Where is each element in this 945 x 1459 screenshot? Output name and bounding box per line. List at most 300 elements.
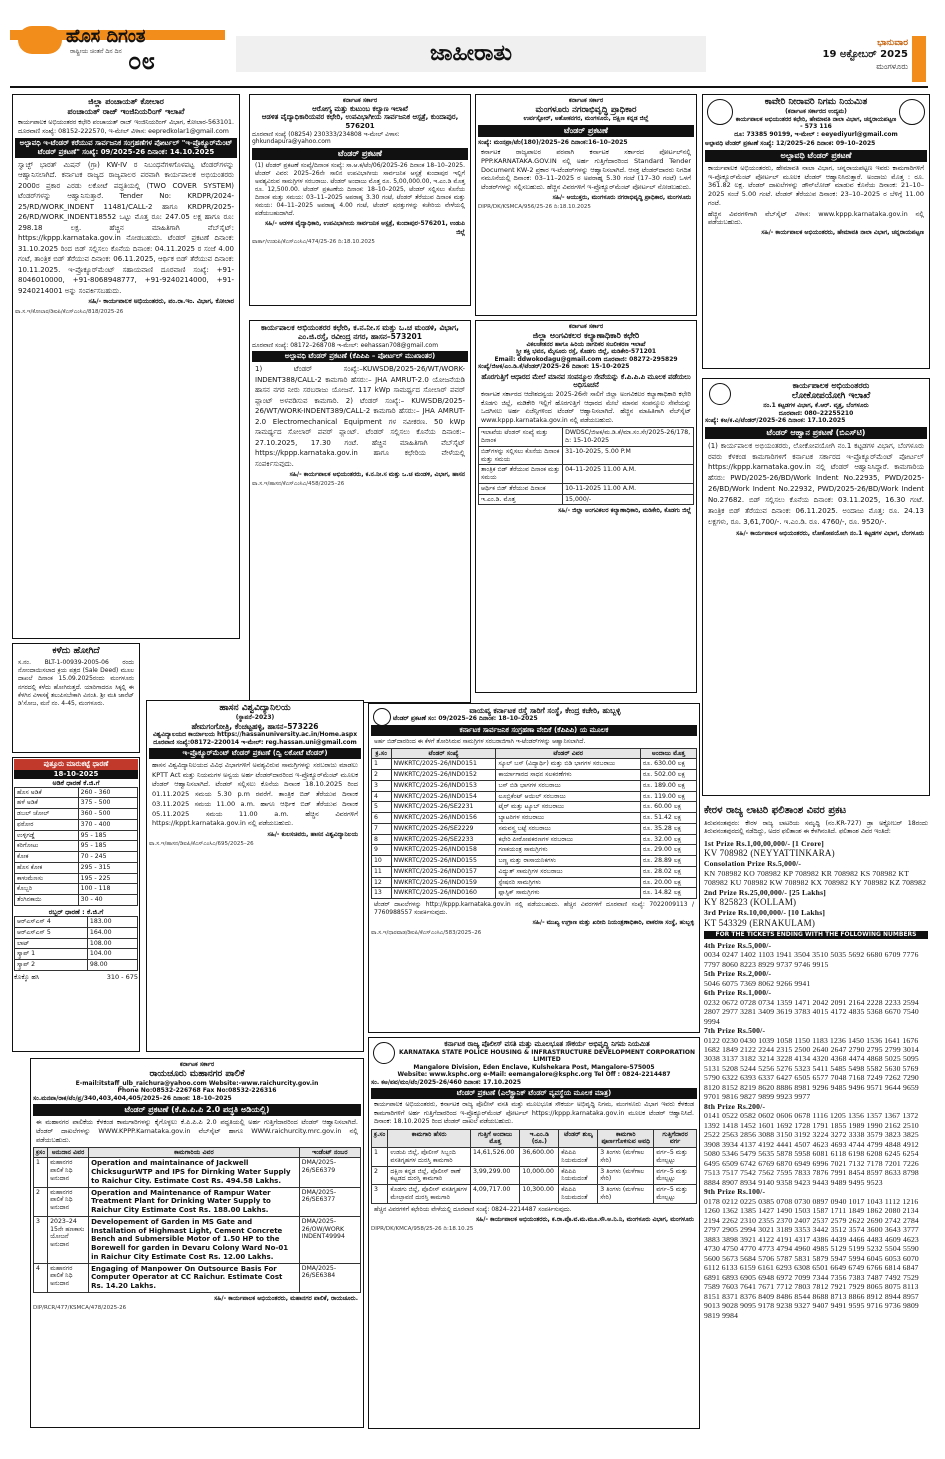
city-label: ಮಂಗಳೂರು	[876, 61, 908, 71]
lottery-cons-title: Consolation Prize Rs.5,000/-	[704, 859, 802, 869]
rates-sub: ಅಡಿಕೆ ಧಾರಣೆ ಕೆ.ಜಿ.ಗೆ	[52, 778, 100, 787]
police-cell-class: ವರ್ಗ–5 ಮತ್ತು ಮೇಲ್ಪಟ್ಟು	[654, 1148, 697, 1167]
nwkrtc-note: ಟೆಂಡರ್ ದಾಖಲೆಗಳನ್ನು http://kppp.karnataka.gov.in ನಲ್ಲಿ ಪಡೆಯಬಹುದು. ಹೆಚ್ಚಿನ ವಿವರಗಳಿಗೆ ದೂರವಾಣಿ ಸಂಖ್ಯೆ: 7022009113 / 7760988557 ಸಂಪರ್ಕಿಸುವುದು.	[374, 901, 694, 917]
police-cell-amt: 14,61,526.00	[470, 1148, 519, 1167]
pwd-office: ಕಾರ್ಯಪಾಲಕ ಅಭಿಯಂತರರು	[792, 381, 870, 390]
kundapura-govt: ಕರ್ನಾಟಕ ಸರ್ಕಾರ	[342, 97, 378, 104]
ad-kodagu-disability	[475, 320, 697, 693]
rate-row	[15, 873, 138, 884]
kodagu-row	[479, 494, 694, 505]
rubber-value: 108.00	[87, 938, 137, 949]
nwkrtc-cell-sl: 9	[372, 845, 392, 856]
kolar-signoff: ಸಹಿ/- ಕಾರ್ಯಪಾಲಕ ಅಭಿಯಂತರರು, ಪಂ.ರಾ.ಇಂ. ವಿಭಾಗ, ಕೋಲಾರ	[88, 298, 234, 305]
rate-row	[15, 862, 138, 873]
rate-item: ಕರಿಗೋಟು	[15, 841, 79, 852]
nwkrtc-cell-amt: ರೂ. 51.42 ಲಕ್ಷ	[640, 813, 696, 824]
rate-row	[15, 895, 138, 906]
nwkrtc-cell-no: NWKRTC/2025-26/IND0153	[391, 780, 496, 791]
rubber-item: ಲಾಟ್	[15, 938, 88, 949]
pwd-no: ಸಂಖ್ಯೆ: ಕಅ/ಕ.ವಿ/ಟೆಂಡರ್/2025-26 ದಿನಾಂಕ: 17.10.2025	[705, 417, 846, 425]
nwkrtc-row	[372, 866, 697, 877]
kolar-ref: ವಾ.ಸ.ಇ/ಕೋಲಾರ/ಡಿಐಪಿ/ಕೆಎಸ್‌ಎಂಸಿಎ/818/2025-26	[15, 308, 124, 315]
nwkrtc-cell-desc: ಟೈರ್ ಮತ್ತು ಟ್ಯೂಬ್ ಸರಬರಾಜು	[496, 802, 641, 813]
ad-kolar-tender	[12, 94, 240, 639]
univ-addr: ಹೇಮಗಂಗೋತ್ರಿ, ಕೆಂಚಟ್ಟಹಳ್ಳಿ, ಹಾಸನ–573226	[191, 721, 319, 731]
police-cell-work: ದಕ್ಷಿಣ ಕನ್ನಡ ಜಿಲ್ಲೆ, ಪೊಲೀಸ್ ಠಾಣೆ ಕಟ್ಟಡದ ದುರಸ್ತಿ ಕಾಮಗಾರಿ	[388, 1166, 471, 1185]
police-ref: DIPR/DK/KMCA/958/25-26 ದಿ:18.10.25	[371, 1225, 474, 1232]
univ-title: ಇ-ಪ್ರೊಕ್ಯೂರ್‌ಮೆಂಟ್ ಟೆಂಡರ್ ಪ್ರಕಟಣೆ (ದ್ವಿ ಲಕೋಟೆ ಟೆಂಡರ್)	[149, 748, 361, 759]
raichur-cell-indent: DMA/2025-26/SE6379	[299, 1158, 360, 1187]
lottery-sixth-nums: 0232 0672 0728 0734 1359 1471 2042 2091 2164 2228 2233 2594 2807 2977 3281 3409 3619 3783 4015 4172 4835 5368 6670 7540 9994	[704, 997, 919, 1026]
nwkrtc-cell-amt: ರೂ. 60.00 ಲಕ್ಷ	[640, 802, 696, 813]
nwkrtc-cell-desc: ಬಸ್ ಬಿಡಿ ಭಾಗಗಳ ಸರಬರಾಜು	[496, 780, 641, 791]
kodagu-value: 15,000/-	[563, 494, 694, 505]
rate-item: ಹೊಸ ಅಡಿಕೆ	[15, 787, 79, 798]
kodagu-label: ತಾಂತ್ರಿಕ ಬಿಡ್ ತೆರೆಯುವ ದಿನಾಂಕ ಮತ್ತು ಸಮಯ	[479, 465, 563, 484]
nwkrtc-cell-desc: ವಿದ್ಯುತ್ ಸಾಮಗ್ರಿಗಳ ಸರಬರಾಜು	[496, 866, 641, 877]
kaveri-sub: (ಕರ್ನಾಟಕ ಸರ್ಕಾರದ ಉದ್ಯಮ)	[785, 108, 847, 116]
raichur-signoff: ಸಹಿ/- ಕಾರ್ಯಪಾಲಕ ಅಭಿಯಂತರರು, ಮಹಾನಗರ ಪಾಲಿಕೆ, ರಾಯಚೂರು.	[214, 1294, 358, 1302]
rubber-item: ಸ್ಕ್ರಾಪ್ 2	[15, 960, 88, 971]
raichur-header: ಇಂಡೆಂಟ್ ನಂಬರ	[299, 1147, 360, 1158]
raichur-cell-sl: 4	[34, 1263, 48, 1292]
rate-item: ಕಾಳುಮೆಣಸು	[15, 873, 79, 884]
nwkrtc-cell-no: NWKRTC/2025-26/SE2233	[391, 834, 496, 845]
rate-row	[15, 884, 138, 895]
police-cell-emd: 10,000.00	[520, 1166, 559, 1185]
rubber-item: ಸ್ಕ್ರಾಪ್ 1	[15, 949, 88, 960]
brand-name: ಹೊಸ ದಿಗಂತ	[66, 26, 146, 47]
nwkrtc-cell-desc: ಕಛೇರಿ ಪೀಠೋಪಕರಣಗಳ ಸರಬರಾಜು	[496, 834, 641, 845]
lottery-ninth: 9th Prize Rs.100/-	[704, 1187, 766, 1197]
nwkrtc-cell-no: NWKRTC/2025-26/SE2231	[391, 802, 496, 813]
kundapura-signoff: ಸಹಿ/- ಆಡಳಿತ ವೈದ್ಯಾಧಿಕಾರಿ, ಉಪವಿಭಾಗೀಯ ಸಾರ್ವಜನಿಕ ಆಸ್ಪತ್ರೆ, ಕುಂದಾಪುರ-576201, ಉಡುಪಿ ಜಿಲ್ಲೆ	[265, 220, 465, 236]
ad-nwkrtc-hubballi	[368, 703, 700, 1033]
rate-row	[15, 798, 138, 809]
lottery-band: FOR THE TICKETS ENDING WITH THE FOLLOWING NUMBERS	[704, 931, 928, 939]
rate-value: 95 - 185	[78, 841, 137, 852]
date-label: 19 ಅಕ್ಟೋಬರ್ 2025	[822, 49, 908, 61]
lottery-intro: ತಿರುವನಂತಪುರಂ: ಕೇರಳ ರಾಜ್ಯ ಲಾಟರಿಯ ಸಮೃದ್ಧಿ (ನಂ.KR-727) ಡ್ರಾ ಅಕ್ಟೋಬರ್ 18ರಂದು ತಿರುವನಂತಪುರದಲ್ಲಿ ನಡೆದಿದ್ದು, ಅದರ ಫಲಿತಾಂಶ ಈ ಕೆಳಗಿನಂತಿದೆ. ಫಲಿತಾಂಶ ವಿವರ ಇಂತಿದೆ:	[704, 819, 928, 835]
rubber-item: ಆರ್‌ಎಸ್‌ಎಸ್ 4	[15, 917, 88, 928]
nwkrtc-ref: ವಾ.ಸ.ಇ/ಧಾರವಾಡ/ಡಿಐಪಿ/ಕೆಎಸ್‌ಎಂಸಿಎ/583/2025–26	[371, 929, 482, 936]
kodagu-table	[478, 427, 694, 505]
nwkrtc-sub: ಕರ್ನಾಟಕ ಸಾರ್ವಜನಿಕ ಸಂಗ್ರಹಣಾ ವೇದಿಕೆ (ಕೆಪಿಪಿಪಿ) ಯ ಮೂಲಕ	[371, 725, 697, 736]
ad-kaveri-irrigation	[702, 94, 930, 369]
nwkrtc-row	[372, 856, 697, 867]
raichur-row	[34, 1216, 361, 1263]
nwkrtc-cell-desc: ಬ್ಯಾಟರಿಗಳ ಸರಬರಾಜು	[496, 813, 641, 824]
masthead	[0, 0, 945, 92]
kodagu-value: 04-11-2025 11.00 A.M.	[563, 465, 694, 484]
univ-signoff: ಸಹಿ/- ಕುಲಸಚಿವರು, ಹಾಸನ ವಿಶ್ವವಿದ್ಯಾನಿಲಯ	[267, 831, 358, 839]
nwkrtc-name: ವಾಯವ್ಯ ಕರ್ನಾಟಕ ರಸ್ತೆ ಸಾರಿಗೆ ಸಂಸ್ಥೆ, ಕೇಂದ್ರ ಕಚೇರಿ, ಹುಬ್ಬಳ್ಳಿ	[469, 706, 621, 715]
rate-value: 195 - 225	[78, 873, 137, 884]
police-cell-period: 3 ತಿಂಗಳು (ಮಳೆಗಾಲ ಸೇರಿ)	[598, 1166, 654, 1185]
police-cell-class: ವರ್ಗ–5 ಮತ್ತು ಮೇಲ್ಪಟ್ಟು	[654, 1185, 697, 1204]
kaveri-logo-icon	[707, 99, 733, 125]
nwkrtc-signoff: ಸಹಿ/- ಮುಖ್ಯ ಉಗ್ರಾಣ ಮತ್ತು ಖರೀದಿ ನಿಯಂತ್ರಣಾಧಿಕಾರಿ, ವಾಕರಸಾ ಸಂಸ್ಥೆ, ಹುಬ್ಬಳ್ಳಿ	[532, 919, 694, 927]
muda-ref: DIPR/DK/KSMCA/956/25-26 ದಿ:18.10.2025	[478, 204, 591, 211]
univ-body: ಹಾಸನ ವಿಶ್ವವಿದ್ಯಾನಿಲಯದ ವಿವಿಧ ವಿಭಾಗಗಳಿಗೆ ಅವಶ್ಯವಿರುವ ಸಾಮಗ್ರಿಗಳನ್ನು ಸರಬರಾಜು ಮಾಡಲು KPTT Act ಮತ್ತು ನಿಯಮಗಳ ಅನ್ವಯ ಅರ್ಹ ಟೆಂಡರ್‌ದಾರರಿಂದ ಇ-ಪ್ರೊಕ್ಯೂರ್‌ಮೆಂಟ್ ಮೂಲಕ ಟೆಂಡರ್ ಆಹ್ವಾನಿಸಲಾಗಿದೆ. ಟೆಂಡರ್ ಸಲ್ಲಿಸಲು ಕೊನೆಯ ದಿನಾಂಕ 18.10.2025 ರಿಂದ 01.11.2025 ಸಮಯ 5.30 p.m ರವರೆಗೆ. ತಾಂತ್ರಿಕ ಬಿಡ್ ತೆರೆಯುವ ದಿನಾಂಕ 03.11.2025 ಸಮಯ 11.00 a.m. ಹಾಗೂ ಆರ್ಥಿಕ ಬಿಡ್ ತೆರೆಯುವ ದಿನಾಂಕ 05.11.2025 ಸಮಯ 11.00 a.m. ಹೆಚ್ಚಿನ ವಿವರಗಳಿಗೆ https://kppt.karnataka.gov.in ನಲ್ಲಿ ಪಡೆಯಬಹುದು.	[152, 760, 358, 828]
lottery-ninth-nums: 0178 0212 0225 0385 0708 0730 0897 0940 1017 1043 1112 1216 1260 1362 1385 1427 1490 1503 1587 1711 1849 1862 2080 2134 2194 2262 2310 2355 2370 2407 2537 2579 2622 2690 2742 2784 2797 2905 2994 3021 3189 3353 3442 3512 3574 3600 3643 3777 3883 3898 3921 4122 4191 4317 4386 4439 4466 4483 4609 4623 4730 4750 4770 4773 4794 4960 4985 5129 5199 5232 5504 5590 5600 5673 5684 5706 5787 5831 5879 5947 5994 6045 6053 6070 6112 6133 6159 6161 6293 6308 6501 6649 6749 6766 6814 6847 6891 6893 6905 6948 6972 7099 7344 7356 7383 7487 7492 7529 7589 7603 7641 7671 7712 7803 7812 7921 7929 8065 8075 8113 8151 8371 8376 8409 8486 8544 8688 8713 8866 8912 8944 8957 9013 9028 9095 9178 9238 9327 9407 9491 9595 9716 9736 9809 9819 9984	[704, 1196, 919, 1320]
market-rates	[12, 757, 140, 1052]
kodagu-sub: ವಿಕಲಚೇತನರ ಹಾಗೂ ಹಿರಿಯ ನಾಗರಿಕರ ಸಬಲೀಕರಣ ಇಲಾಖೆ	[526, 340, 646, 348]
cocoa-row	[14, 973, 138, 981]
pwd-signoff: ಸಹಿ/- ಕಾರ್ಯಪಾಲಕ ಅಭಿಯಂತರರು, ಲೋಕೋಪಯೋಗಿ ನಂ.1 ಕಟ್ಟಡಗಳ ವಿಭಾಗ, ಬೆಂಗಳೂರು	[736, 529, 924, 537]
raichur-cell-work: Operation and maintainance of Jackwell ChicksugurWTP and IPS for Dirnking Water Supply to Raichur City. Estimate Cost Rs. 494.58 Lakhs.	[89, 1158, 300, 1187]
kodagu-contact: Email: ddwokodagu@gmail.com ದೂರವಾಣಿ: 08272-295829	[494, 355, 678, 363]
rate-row	[15, 830, 138, 841]
kaveri-name: ಕಾವೇರಿ ನೀರಾವರಿ ನಿಗಮ ನಿಯಮಿತ	[764, 97, 868, 107]
rubber-row	[15, 949, 138, 960]
rubber-item: ಆರ್‌ಎಸ್‌ಎಸ್ 5	[15, 927, 88, 938]
nwkrtc-cell-sl: 3	[372, 780, 392, 791]
rubber-value: 183.00	[87, 917, 137, 928]
nwkrtc-cell-amt: ರೂ. 630.00 ಲಕ್ಷ	[640, 759, 696, 770]
police-name-kn: ಕರ್ನಾಟಕ ರಾಜ್ಯ ಪೊಲೀಸ್ ವಸತಿ ಮತ್ತು ಮೂಲಭೂತ ಸೌಕರ್ಯ ಅಭಿವೃದ್ಧಿ ನಿಗಮ ನಿಯಮಿತ	[444, 1040, 650, 1048]
ad-lost-notice	[12, 643, 140, 753]
lottery-first: 1st Prize Rs.1,00,00,000/- [1 Crore]	[704, 838, 824, 848]
nwkrtc-no: ಟೆಂಡರ್ ಪ್ರಕಟಣೆ ಸಂ: 09/2025–26 ದಿನಾಂಕ: 18–10–2025	[393, 715, 538, 723]
nwkrtc-cell-desc: ಬಣ್ಣ ಮತ್ತು ರಾಸಾಯನಿಕಗಳು	[496, 856, 641, 867]
raichur-cell-grant: 2023–24 15ನೇ ಹಣಕಾಸು ಯೋಜನೆ ಅನುದಾನ	[48, 1216, 89, 1263]
nwkrtc-cell-amt: ರೂ. 28.89 ಲಕ್ಷ	[640, 856, 696, 867]
hassan-eng-signoff: ಸಹಿ/- ಕಾರ್ಯಪಾಲಕ ಅಭಿಯಂತರರು, ಕ.ನ.ನೀ.ಸ ಮತ್ತು ಒ.ಚ ಮಂಡಳಿ, ವಿಭಾಗ, ಹಾಸನ	[289, 471, 465, 478]
nwkrtc-cell-desc: ಲೂಬ್ರಿಕೆಂಟ್ ಆಯಿಲ್ ಸರಬರಾಜು	[496, 791, 641, 802]
ad-raichur-corporation	[30, 1058, 364, 1428]
muda-no: ಸಂಖ್ಯೆ: ಮಂನಪ್ರಾ/ಟೆಂ(180)/2025–26 ದಿನಾಂಕ:16–10–2025	[478, 138, 628, 146]
kolar-addr: ಕಾರ್ಯಪಾಲಕ ಅಭಿಯಂತರರ ಕಛೇರಿ ಪಂಚಾಯತ್ ರಾಜ್ ಇಂಜಿನಿಯರಿಂಗ್ ವಿಭಾಗ, ಕೋಲಾರ-563101. ದೂರವಾಣಿ ಸಂಖ್ಯೆ: 08152-222570, ಇ-ಮೇಲ್ ವಿಳಾಸ: eepredkolar1@gmail.com	[18, 119, 234, 135]
kolar-sub: ಪಂಚಾಯತ್ ರಾಜ್ ಇಂಜಿನಿಯರಿಂಗ್ ಇಲಾಖೆ	[67, 107, 185, 116]
rate-value: 295 - 315	[78, 862, 137, 873]
kundapura-dept: ಆರೋಗ್ಯ ಮತ್ತು ಕುಟುಂಬ ಕಲ್ಯಾಣ ಇಲಾಖೆ	[312, 104, 408, 113]
rate-item: ಉಳ್ಳಿಗಡ್ಡೆ	[15, 830, 79, 841]
nwkrtc-cell-no: NWKRTC/2025-26/IND0151	[391, 759, 496, 770]
lottery-eighth-nums: 0141 0522 0582 0602 0606 0678 1116 1205 1356 1357 1367 1372 1392 1418 1452 1601 1692 1728 1791 1855 1989 1990 2162 2510 2522 2563 2856 3088 3150 3192 3224 3272 3338 3579 3823 3825 3908 3934 4137 4192 4441 4507 4623 4693 4744 4799 4848 4912 5080 5346 5479 5635 5878 5958 6081 6118 6198 6208 6245 6254 6495 6509 6742 6769 6870 6949 6996 7021 7132 7178 7201 7226 7513 7517 7542 7562 7595 7833 7876 7991 8454 8597 8633 8798 8884 8907 8934 9140 9358 9423 9443 9489 9495 9523	[704, 1111, 919, 1187]
kaveri-title: ಅಲ್ಪಾವಧಿ ಟೆಂಡರ್ ಪ್ರಕಟಣೆ	[705, 150, 927, 162]
raichur-cell-grant: ಮಹಾನಗರ ಪಾಲಿಕೆ ನಿಧಿ ಅನುದಾನ	[48, 1187, 89, 1216]
police-header: ಕಾಮಗಾರಿ ಪೂರ್ಣಗೊಳಿಸುವ ಅವಧಿ	[598, 1129, 654, 1148]
section-title: ಜಾಹೀರಾತು	[429, 41, 513, 66]
lottery-fifth-nums: 5046 6075 7369 8062 9266 9941	[704, 978, 811, 988]
raichur-cell-sl: 2	[34, 1187, 48, 1216]
nwkrtc-cell-sl: 10	[372, 856, 392, 867]
raichur-cell-indent: DMA/2025-26/OW/WORK INDENT49994	[299, 1216, 360, 1263]
rate-item: ಫಠೋರ	[15, 819, 79, 830]
raichur-cell-sl: 1	[34, 1158, 48, 1187]
kodagu-value: 31-10-2025, 5.00 P.M	[563, 446, 694, 465]
nwkrtc-cell-amt: ರೂ. 32.00 ಲಕ್ಷ	[640, 834, 696, 845]
kodagu-label: ಇಲಾಖೆಯ ಟೆಂಡರ್ ಸಂಖ್ಯೆ ಮತ್ತು ದಿನಾಂಕ	[479, 428, 563, 447]
kodagu-label: ಇ.ಎಂ.ಡಿ. ಮೊತ್ತ	[479, 494, 563, 505]
ad-hassan-university	[146, 700, 364, 1052]
rate-item: ಕೊಬ್ಬರಿ	[15, 884, 79, 895]
police-cell-sl: 1	[372, 1148, 388, 1167]
kaveri-office: ಕಾರ್ಯಪಾಲಕ ಅಭಿಯಂತರರ ಕಛೇರಿ, ಹೇಮಾವತಿ ನಾಲಾ ವಿಭಾಗ, ಚನ್ನರಾಯಪಟ್ಟಣ - 573 116	[735, 115, 897, 131]
nwkrtc-cell-amt: ರೂ. 20.00 ಲಕ್ಷ	[640, 877, 696, 888]
kodagu-body: ಕರ್ನಾಟಕ ಸರ್ಕಾರದ ಆದೇಶದನ್ವಯ 2025-26ನೇ ಸಾಲಿಗೆ ಜಿಲ್ಲಾ ಅಂಗವಿಕಲರ ಕಲ್ಯಾಣಾಧಿಕಾರಿ ಕಛೇರಿ ಕೊಡಗು ಜಿಲ್ಲೆ, ಮಡಿಕೇರಿ ಇಲ್ಲಿಗೆ ಹೊರಗುತ್ತಿಗೆ ಆಧಾರದ ಮೇಲೆ ಮಾನವ ಸಂಪನ್ಮೂಲ ಸೇವೆಯನ್ನು ಒದಗಿಸಲು ಅರ್ಹ ಏಜೆನ್ಸಿಗಳಿಂದ ಟೆಂಡರ್ ಆಹ್ವಾನಿಸಲಾಗಿದೆ. ಹೆಚ್ಚಿನ ಮಾಹಿತಿಗಾಗಿ ವೆಬ್‌ಸೈಟ್ www.kppp.karnataka.gov.in ನಲ್ಲಿ ಪಡೆಯಬಹುದು.	[481, 391, 691, 424]
police-no: ಸಂ. ಕಅ/ಪವ/ಮಂ/ಟೆಂ/2025-26/460 ದಿನಾಂಕ: 17.10.2025	[371, 1078, 521, 1086]
nwkrtc-cell-sl: 11	[372, 866, 392, 877]
raichur-header: ಕ್ರಸಂ	[34, 1147, 48, 1158]
hassan-eng-office: ಕಾರ್ಯಪಾಲಕ ಅಭಿಯಂತರರ ಕಛೇರಿ, ಕ.ನ.ನೀ.ಸ ಮತ್ತು ಒ.ಚ ಮಂಡಳಿ, ವಿಭಾಗ, ಎಂ.ಜಿ.ರಸ್ತೆ, ರವೀಂದ್ರ ನಗರ, ಹಾಸನ–573201	[261, 323, 459, 342]
kodagu-no: ಸಂಖ್ಯೆ/ಜಿಅಕ/ಎಂ.ಡಿ.ಕೆ/ಟೆಂಡರ್/2025-26 ದಿನಾಂಕ: 15-10-2025	[478, 363, 630, 370]
nwkrtc-row	[372, 791, 697, 802]
muda-title: ಟೆಂಡರ್ ಪ್ರಕಟಣೆ	[478, 125, 694, 137]
lottery-second: 2nd Prize Rs.25,00,000/- [25 Lakhs]	[704, 887, 826, 897]
police-body: ಕಾರ್ಯಪಾಲಕ ಅಭಿಯಂತರರು, ಕರ್ನಾಟಕ ರಾಜ್ಯ ಪೊಲೀಸ್ ವಸತಿ ಮತ್ತು ಮೂಲಭೂತ ಸೌಕರ್ಯ ಅಭಿವೃದ್ಧಿ ನಿಗಮ, ಮಂಗಳೂರು ವಿಭಾಗ ಇವರು ಕೆಳಕಂಡ ಕಾಮಗಾರಿಗಳಿಗೆ ಅರ್ಹ ಗುತ್ತಿಗೆದಾರರಿಂದ ಇ-ಪ್ರೊಕ್ಯೂರ್‌ಮೆಂಟ್ ಪೋರ್ಟಲ್ https://kppp.karnataka.gov.in ಮೂಲಕ ಟೆಂಡರ್ ಆಹ್ವಾನಿಸಿದೆ. ದಿನಾಂಕ: 18.10.2025 ರಿಂದ ಟೆಂಡರ್ ದಾಖಲೆ ಪಡೆಯಬಹುದು.	[374, 1101, 694, 1125]
lottery-fifth: 5th Prize Rs.2,000/-	[704, 969, 772, 979]
kundapura-title: ಟೆಂಡರ್ ಪ್ರಕಟಣೆ	[252, 148, 468, 160]
kaveri-contact: ದೂ: 73385 90199, ಇ-ಮೇಲ್ : eeyediyurl@gmail.com	[734, 130, 898, 138]
pwd-title: ಟೆಂಡರ್ ಆಹ್ವಾನ ಪ್ರಕಟಣೆ (ಬಿಎಸ್‌ಟಿ)	[705, 427, 927, 439]
raichur-no: ಸಂ.ಮನಪಾ/ರಾಕ/ಟೆಂ/ಪ್ರ/340,403,404,405/2025–26 ದಿನಾಂಕ: 18–10–2025	[33, 1094, 232, 1102]
nwkrtc-row	[372, 802, 697, 813]
pwd-logo-icon	[709, 383, 731, 405]
raichur-cell-indent: DMA/2025-26/SE6377	[299, 1187, 360, 1216]
raichur-cell-indent: DMA/2025-26/SE6384	[299, 1263, 360, 1292]
kodagu-row	[479, 428, 694, 447]
police-cell-emd: 10,300.00	[520, 1185, 559, 1204]
nwkrtc-cell-sl: 4	[372, 791, 392, 802]
day-label: ಭಾನುವಾರ	[877, 38, 908, 48]
nwkrtc-row	[372, 888, 697, 899]
police-cell-class: ವರ್ಗ–5 ಮತ್ತು ಮೇಲ್ಪಟ್ಟು	[654, 1166, 697, 1185]
police-table	[371, 1129, 697, 1204]
nwkrtc-cell-no: NWKRTC/2025-26/IND0157	[391, 866, 496, 877]
raichur-cell-sl: 3	[34, 1216, 48, 1263]
rubber-row	[15, 917, 138, 928]
hassan-eng-title: ಅಲ್ಪಾವಧಿ ಟೆಂಡರ್ ಪ್ರಕಟಣೆ (ಕೆಪಿಪಿಪಿ – ಪೋರ್ಟಲ್ ಮುಖಾಂತರ)	[252, 351, 468, 362]
raichur-row	[34, 1187, 361, 1216]
nwkrtc-row	[372, 845, 697, 856]
nwkrtc-cell-amt: ರೂ. 29.00 ಲಕ್ಷ	[640, 845, 696, 856]
police-cell-work: ಕೊಡಗು ಜಿಲ್ಲೆ, ಪೊಲೀಸ್ ವಸತಿಗೃಹಗಳ ಮೇಲ್ಛಾವಣಿ ದುರಸ್ತಿ ಕಾಮಗಾರಿ	[388, 1185, 471, 1204]
univ-ref: ವಾ.ಸ.ಇ/ಹಾಸನ/ಡಿಐಪಿ/ಕೆಎಸ್‌ಎಂಸಿಎ/695/2025–26	[149, 841, 254, 848]
lottery-fourth: 4th Prize Rs.5,000/-	[704, 940, 772, 950]
brand-logo	[10, 26, 225, 76]
pwd-phone: ದೂರವಾಣಿ: 080–22255210	[778, 409, 854, 417]
nwkrtc-cell-amt: ರೂ. 35.28 ಲಕ್ಷ	[640, 823, 696, 834]
rubber-row	[15, 927, 138, 938]
police-cell-sl: 3	[372, 1185, 388, 1204]
police-title: ಟೆಂಡರ್ ಪ್ರಕಟಣೆ (ಎಲೆಕ್ಟ್ರಾನಿಕ್ ಟೆಂಡರ್ ವ್ಯವಸ್ಥೆಯ ಮೂಲಕ ಮಾತ್ರ)	[371, 1088, 697, 1099]
rubber-value: 164.00	[87, 927, 137, 938]
rubber-value: 98.00	[87, 960, 137, 971]
kundapura-contact: ದೂರವಾಣಿ ಸಂಖ್ಯೆ (08254) 230333/234808 ಇ-ಮೇಲ್ ವಿಳಾಸ: ghkundapura@yahoo.com	[252, 130, 400, 146]
raichur-body: ಈ ಮಹಾನಗರ ಪಾಲಿಕೆಯ ಕೆಳಕಂಡ ಕಾಮಗಾರಿಗಳನ್ನು ಕೈಗೊಳ್ಳಲು ಕೆ.ಪಿ.ಪಿ.ಪಿ 2.0 ಪದ್ಧತಿಯಲ್ಲಿ ಅರ್ಹ ಗುತ್ತಿಗೆದಾರರಿಂದ ಟೆಂಡರ್ ಆಹ್ವಾನಿಸಲಾಗಿದೆ. ಟೆಂಡರ್ ದಾಖಲೆಗಳನ್ನು WWW.KPPP.Karnataka.gov.in ವೆಬ್‌ಸೈಟ್ ಹಾಗೂ WWW.raichurcity.mrc.gov.in ನಲ್ಲಿ ಪಡೆಯಬಹುದು.	[36, 1118, 358, 1144]
rate-value: 100 - 118	[78, 884, 137, 895]
nwkrtc-intro: ಅರ್ಹ ಬಿಡ್‌ದಾರರಿಂದ ಈ ಕೆಳಗೆ ತೋರಿಸಿರುವ ಸಾಮಗ್ರಿಗಳ ಸರಬರಾಜಿಗಾಗಿ ಇ-ಟೆಂಡರ್‌ಗಳನ್ನು ಆಹ್ವಾನಿಸಲಾಗಿದೆ.	[374, 737, 586, 745]
police-header: ಕ್ರ.ಸಂ	[372, 1129, 388, 1148]
kaveri-seal-icon	[899, 99, 925, 125]
nwkrtc-cell-desc: ಸ್ಟೇಷನರಿ ಸಾಮಗ್ರಿಗಳು	[496, 877, 641, 888]
lottery-third-no: KT 543329 (ERNAKULAM)	[704, 917, 816, 928]
nwkrtc-cell-no: NWKRTC/2025-26/IND0155	[391, 856, 496, 867]
kodagu-title: ಹೊರಗುತ್ತಿಗೆ ಆಧಾರದ ಮೇಲೆ ಮಾನವ ಸಂಪನ್ಮೂಲ ಸೇವೆಯನ್ನು ಕೆ.ಪಿ.ಪಿ.ಪಿ ಮೂಲಕ ಪಡೆಯಲು ಅಧಿಸೂಚನೆ	[481, 372, 691, 389]
kodagu-row	[479, 483, 694, 494]
police-row	[372, 1185, 697, 1204]
police-cell-fee: ಕೆಪಿಪಿಪಿ ನಿಯಮದಂತೆ	[559, 1148, 598, 1167]
rate-row	[15, 841, 138, 852]
raichur-table	[33, 1147, 361, 1293]
rate-row	[15, 809, 138, 820]
nwkrtc-logo-icon	[373, 708, 391, 726]
cocoa-label: ಕೊಕ್ಕೊ ಹಸಿ	[14, 972, 40, 981]
police-cell-fee: ಕೆಪಿಪಿಪಿ ನಿಯಮದಂತೆ	[559, 1166, 598, 1185]
rate-row	[15, 819, 138, 830]
nwkrtc-cell-desc: ಗಣಕಯಂತ್ರ ಸಾಮಗ್ರಿಗಳು	[496, 845, 641, 856]
nwkrtc-cell-amt: ರೂ. 119.00 ಲಕ್ಷ	[640, 791, 696, 802]
kodagu-value: DWDSC/ಜಿಅಕ/ಮ.ಡಿ.ಕೆ/ಮಾ.ಸಂ.ಸೇ/2025-26/178, ದಿ: 15-10-2025	[563, 428, 694, 447]
police-cell-amt: 3,99,299.00	[470, 1166, 519, 1185]
nwkrtc-cell-no: NWKRTC/2025-26/IND0154	[391, 791, 496, 802]
police-cell-emd: 36,600.00	[520, 1148, 559, 1167]
nwkrtc-cell-sl: 8	[372, 834, 392, 845]
rates-date: 18-10-2025	[14, 770, 138, 779]
nwkrtc-row	[372, 759, 697, 770]
hassan-eng-ref: ವಾ.ಸ.ಇ/ಹಾಸನ/ಕೆಎಸ್‌ಎಂಸಿಎ/458/2025–26	[252, 481, 345, 488]
nwkrtc-cell-no: NWKRTC/2025-26/SE2229	[391, 823, 496, 834]
kodagu-value: 10-11-2025 11.00 A.M.	[563, 483, 694, 494]
lottery-title: ಕೇರಳ ರಾಜ್ಯ ಲಾಟರಿ ಫಲಿತಾಂಶ ವಿವರ ಪ್ರಕಟ	[704, 805, 847, 816]
ad-mangaluru-muda	[475, 94, 697, 316]
kolar-dept: ಜಿಲ್ಲಾ ಪಂಚಾಯತ್ ಕೋಲಾರ	[88, 97, 164, 106]
police-row	[372, 1166, 697, 1185]
lottery-eighth: 8th Prize Rs.200/-	[704, 1101, 766, 1111]
raichur-cell-work: Developement of Garden in MS Gate and Installation of Highmast Light, Cement Concrete Bench and Submersible Motor of 1.50 HP to the Borewell for garden in Devaru Colony Ward No-01 in Raichur City Estimate Cost Rs. 12.00 Lakhs.	[89, 1216, 300, 1263]
raichur-header: ಅನುದಾನ ವಿವರ	[48, 1147, 89, 1158]
lottery-second-no: KY 825823 (KOLLAM)	[704, 897, 797, 908]
univ-name: ಹಾಸನ ವಿಶ್ವವಿದ್ಯಾನಿಲಯ	[219, 703, 291, 713]
nwkrtc-row	[372, 877, 697, 888]
raichur-cell-work: Engaging of Manpower On Outsource Basis For Computer Operator at CC Raichur. Estimate Cost Rs. 14.20 Lakhs.	[89, 1263, 300, 1292]
nwkrtc-cell-amt: ರೂ. 14.82 ಲಕ್ಷ	[640, 888, 696, 899]
lottery-cons: KN 708982 KO 708982 KP 708982 KR 708982 KS 708982 KT 708982 KU 708982 KW 708982 KX 708982 KY 708982 KZ 708982	[704, 868, 927, 888]
raichur-ref: DIP/RCR/477/KSMCA/478/2025-26	[33, 1304, 127, 1311]
univ-contact: ದೂರವಾಣಿ ಸಂಖ್ಯೆ:08172–220014 ಇ-ಮೇಲ್: reg.hassan.uni@gmail.com	[153, 738, 357, 746]
kundapura-ref: ವಾರ್ತಾ/ಉಡುಪಿ/ಕೆಎಸ್‌ಎಂಸಿಎ/474/25-26 ದಿ:18.10.2025	[252, 238, 375, 245]
kolar-title: ಅಲ್ಪಾವಧಿ ಇ-ಟೆಂಡರ್ ಕರೆಯುವ ಸಾರ್ವಜನಿಕ ಸಂಗ್ರಹಣೆಗಳ ಪೋರ್ಟಲ್ "ಇ-ಪ್ರೊಕ್ಯೂರ್‌ಮೆಂಟ್ ಟೆಂಡರ್ ಪ್ರಕಟಣೆ" ಸಂಖ್ಯೆ: 09/2025-26 ದಿನಾಂಕ: 14.10.2025	[15, 138, 237, 158]
nwkrtc-cell-no: NWKRTC/2025-26/IND0156	[391, 813, 496, 824]
rate-row	[15, 852, 138, 863]
ad-pwd-bengaluru	[702, 378, 930, 796]
nwkrtc-cell-amt: ರೂ. 189.00 ಲಕ್ಷ	[640, 780, 696, 791]
kaveri-body: ಕಾರ್ಯಪಾಲಕ ಅಭಿಯಂತರರು, ಹೇಮಾವತಿ ನಾಲಾ ವಿಭಾಗ, ಚನ್ನರಾಯಪಟ್ಟಣ ಇವರು ಕಾಮಗಾರಿಗಳಿಗೆ ಇ-ಪ್ರೊಕ್ಯೂರ್‌ಮೆಂಟ್ ಪೋರ್ಟಲ್ ಮೂಲಕ ಟೆಂಡರ್ ಆಹ್ವಾನಿಸಿರುತ್ತಾರೆ. ಅಂದಾಜು ಮೊತ್ತ : ರೂ. 361.82 ಲಕ್ಷ. ಟೆಂಡರ್ ದಾಖಲೆಗಳನ್ನು ಡೌನ್‌ಲೋಡ್ ಮಾಡುವ ಕೊನೆಯ ದಿನಾಂಕ: 21–10–2025 ಸಂಜೆ 5.00 ಗಂಟೆ. ಟೆಂಡರ್ ತೆರೆಯುವ ದಿನಾಂಕ: 23–10–2025 ರ ಬೆಳಿಗ್ಗೆ 11.00 ಗಂಟೆ.	[708, 163, 924, 207]
rubber-row	[15, 938, 138, 949]
police-addr: Mangalore Division, Eden Enclave, Kulshekara Post, Mangalore-575005	[413, 1063, 655, 1071]
nwkrtc-table	[371, 748, 697, 900]
police-header: ಗುತ್ತಿಗೆ ಅಂದಾಜು ಮೊತ್ತ	[470, 1129, 519, 1148]
rate-value: 360 - 500	[78, 809, 137, 820]
nwkrtc-cell-desc: ಸ್ಕೂಲ್ ಬಸ್ (ವಿದ್ಯಾರ್ಥಿ) ಮತ್ತು ಬಿಡಿ ಭಾಗಗಳ ಸರಬರಾಜು	[496, 759, 641, 770]
kodagu-row	[479, 446, 694, 465]
nwkrtc-cell-desc: ಪ್ಲಾಸ್ಟಿಕ್ ಸಾಮಗ್ರಿಗಳು	[496, 888, 641, 899]
brand-badge-icon	[18, 26, 62, 54]
raichur-email: E-mail:itstaff_ulb_raichura@yahoo.com Website:-www.raichurcity.gov.in	[75, 1079, 319, 1087]
police-header: ಟೆಂಡರ್ ಶುಲ್ಕ	[559, 1129, 598, 1148]
nwkrtc-row	[372, 780, 697, 791]
kodagu-govt: ಕರ್ನಾಟಕ ಸರ್ಕಾರ	[568, 323, 604, 330]
rate-value: 370 - 400	[78, 819, 137, 830]
raichur-name: ರಾಯಚೂರು ಮಹಾನಗರ ಪಾಲಿಕೆ	[149, 1068, 245, 1079]
rates-title: ಪುತ್ತೂರು ಮಾರುಕಟ್ಟೆ ಧಾರಣೆ	[14, 759, 138, 770]
police-logo-icon	[373, 1042, 395, 1064]
brand-tagline: ರಾಷ್ಟ್ರೀಯ ಚಿಂತನೆ ದಿನ ದಿನ	[70, 48, 122, 55]
raichur-row	[34, 1158, 361, 1187]
lottery-third: 3rd Prize Rs.10,00,000/- [10 Lakhs]	[704, 908, 826, 918]
hassan-eng-contact: ದೂರವಾಣಿ ಸಂಖ್ಯೆ: 08172–268708 ಇ-ಮೇಲ್: eehassan708@gmail.com	[252, 341, 439, 349]
kaveri-no: ಅಲ್ಪಾವಧಿ ಟೆಂಡರ್ ಪ್ರಕಟಣೆ ಸಂಖ್ಯೆ: 12/2025–26 ದಿನಾಂಕ: 09–10–2025	[705, 140, 876, 148]
nwkrtc-cell-no: NWKRTC/2025-26/IND0159	[391, 877, 496, 888]
police-contact: Website: www.ksphc.org e-Mail: eemangalore@ksphc.org Tel Off : 0824-2214487	[397, 1071, 671, 1079]
kaveri-note: ಹೆಚ್ಚಿನ ವಿವರಗಳಿಗಾಗಿ ವೆಬ್‌ಸೈಟ್ ವಿಳಾಸ: www.kppp.karnataka.gov.in ನಲ್ಲಿ ಪಡೆಯಬಹುದು.	[708, 209, 924, 227]
police-cell-sl: 2	[372, 1166, 388, 1185]
page-number: ೦೮	[128, 47, 155, 75]
section-banner	[236, 36, 706, 72]
police-header: ಇ.ಎಂ.ಡಿ (ರೂ.)	[520, 1129, 559, 1148]
raichur-row	[34, 1263, 361, 1292]
nwkrtc-cell-sl: 6	[372, 813, 392, 824]
nwkrtc-header: ಟೆಂಡರ್ ವಿವರ	[496, 748, 641, 759]
ad-police-housing	[368, 1037, 700, 1429]
lottery-seventh-nums: 0122 0230 0430 1039 1058 1150 1183 1236 1450 1536 1641 1676 1682 1849 2122 2244 2315 2500 2640 2647 2790 2795 2799 3014 3038 3137 3182 3214 3228 4134 4320 4368 4474 4868 5025 5095 5131 5208 5244 5256 5276 5323 5411 5485 5498 5582 5630 5769 5790 6322 6393 6337 6427 6505 6577 7048 7168 7249 7262 7290 8120 8152 8219 8620 8886 8981 9296 9485 9496 9571 9644 9659 9701 9816 9827 9899 9923 9977	[704, 1035, 919, 1102]
pwd-addr: ನಂ.1 ಕಟ್ಟಡಗಳ ವಿಭಾಗ, ಕೆ.ಆರ್. ವೃತ್ತ, ಬೆಂಗಳೂರು	[763, 402, 869, 410]
nwkrtc-cell-no: NWKRTC/2025-26/IND0160	[391, 888, 496, 899]
rate-item: ಕೋಕ	[15, 852, 79, 863]
kodagu-label: ಬಿಡ್‌ಗಳನ್ನು ಸಲ್ಲಿಸಲು ಕೊನೆಯ ದಿನಾಂಕ ಮತ್ತು ಸಮಯ	[479, 446, 563, 465]
kodagu-signoff: ಸಹಿ/- ಜಿಲ್ಲಾ ಅಂಗವಿಕಲರ ಕಲ್ಯಾಣಾಧಿಕಾರಿ, ಮಡಿಕೇರಿ, ಕೊಡಗು ಜಿಲ್ಲೆ	[558, 507, 691, 515]
muda-govt: ಕರ್ನಾಟಕ ಸರ್ಕಾರ	[568, 97, 604, 104]
pwd-body: (1) ಕಾರ್ಯಪಾಲಕ ಅಭಿಯಂತರರು, ಲೋಕೋಪಯೋಗಿ ನಂ.1 ಕಟ್ಟಡಗಳ ವಿಭಾಗ, ಬೆಂಗಳೂರು ರವರು ಕೆಳಕಂಡ ಕಾಮಗಾರಿಗಳಿಗೆ ಕರ್ನಾಟಕ ಸರ್ಕಾರದ ಇ-ಪ್ರೊಕ್ಯೂರ್‌ಮೆಂಟ್ ಪೋರ್ಟಲ್ https://kppp.karnataka.gov.in ನಲ್ಲಿ ಟೆಂಡರ್ ಆಹ್ವಾನಿಸಿದ್ದಾರೆ. ಕಾಮಗಾರಿಯ ಹೆಸರು: PWD/2025-26/BD/Work Indent No.22935, PWD/2025-26/BD/Work Indent No.22932, PWD/2025-26/BD/Work Indent No.27682. ಬಿಡ್ ಸಲ್ಲಿಸಲು ಕೊನೆಯ ದಿನಾಂಕ: 03.11.2025, 16.30 ಗಂಟೆ. ತಾಂತ್ರಿಕ ಬಿಡ್ ತೆರೆಯುವ ದಿನಾಂಕ: 06.11.2025. ಅಂದಾಜು ಮೊತ್ತ: ರೂ. 24.13 ಲಕ್ಷಗಳು, ರೂ. 3,61,700/-. ಇ.ಎಂ.ಡಿ. ರೂ. 4760/-, ರೂ. 9520/-.	[708, 441, 924, 526]
nwkrtc-cell-sl: 2	[372, 770, 392, 781]
lottery-seventh: 7th Prize Rs.500/-	[704, 1026, 766, 1036]
univ-web: ವಿಶ್ವವಿದ್ಯಾಲಯದ ಕಾರ್ಯಾಲಯ https://hassanuniversity.ac.in/Home.aspx	[152, 731, 358, 739]
raichur-cell-grant: ಮಹಾನಗರ ಪಾಲಿಕೆ ನಿಧಿ ಅನುದಾನ	[48, 1158, 89, 1187]
kodagu-row	[479, 465, 694, 484]
raichur-title: ಟೆಂಡರ್ ಪ್ರಕಟಣೆ (ಕೆ.ಪಿ.ಪಿ.ಪಿ 2.0 ಪದ್ಧತಿ ಅಡಿಯಲ್ಲಿ)	[33, 1104, 361, 1116]
nwkrtc-cell-sl: 1	[372, 759, 392, 770]
nwkrtc-header: ಅಂದಾಜು ಮೊತ್ತ	[640, 748, 696, 759]
nwkrtc-cell-sl: 5	[372, 802, 392, 813]
orange-edge-bar	[912, 36, 926, 82]
ad-kundapura-hospital	[249, 94, 471, 306]
rate-value: 375 - 500	[78, 798, 137, 809]
lottery-first-no: KV 708982 (NEYYATTINKARA)	[704, 847, 835, 858]
nwkrtc-cell-no: NWKRTC/2025-26/IND0152	[391, 770, 496, 781]
lottery-fourth-nums: 0034 0247 1402 1103 1941 3504 3510 5035 5692 6680 6709 7776 7797 8060 8223 8929 9737 9746 9915	[704, 950, 919, 969]
muda-addr: ಉರ್ವಸ್ಟೋರ್, ಅಶೋಕನಗರ, ಮಂಗಳೂರು, ದಕ್ಷಿಣ ಕನ್ನಡ ಜಿಲ್ಲೆ	[523, 115, 649, 123]
cocoa-value: 310 - 675	[106, 972, 138, 981]
date-block	[718, 38, 908, 82]
nwkrtc-cell-no: NWKRTC/2025-26/IND0158	[391, 845, 496, 856]
rate-item: ಡಬಲ್ ಚೋಲ್	[15, 809, 79, 820]
nwkrtc-header: ಟೆಂಡರ್ ಸಂಖ್ಯೆ	[391, 748, 496, 759]
rubber-title: ರಬ್ಬರ್ ಧಾರಣೆ : ಕೆ.ಜಿ.ಗೆ	[48, 907, 104, 916]
rate-value: 260 - 360	[78, 787, 137, 798]
rubber-table	[14, 916, 138, 971]
raichur-cell-work: Operation and Maintenance of Rampur Water Treatment Plant for Drinking Water Supply to Raichur City Estimate Cost Rs. 188.00 Lakhs.	[89, 1187, 300, 1216]
rates-table	[14, 787, 138, 906]
nwkrtc-cell-amt: ರೂ. 28.02 ಲಕ್ಷ	[640, 866, 696, 877]
nwkrtc-cell-sl: 7	[372, 823, 392, 834]
lottery-sixth: 6th Prize Rs.1,000/-	[704, 988, 772, 998]
rate-value: 95 - 185	[78, 830, 137, 841]
police-signoff: ಸಹಿ/- ಕಾರ್ಯಪಾಲಕ ಅಭಿಯಂತರರು, ಕ.ರಾ.ಪೊ.ವ.ಮ.ಮೂ.ಸೌ.ಅ.ನಿ.ನಿ, ಮಂಗಳೂರು ವಿಭಾಗ, ಮಂಗಳೂರು	[475, 1215, 694, 1223]
police-cell-fee: ಕೆಪಿಪಿಪಿ ನಿಯಮದಂತೆ	[559, 1185, 598, 1204]
lottery-results	[702, 803, 930, 1433]
